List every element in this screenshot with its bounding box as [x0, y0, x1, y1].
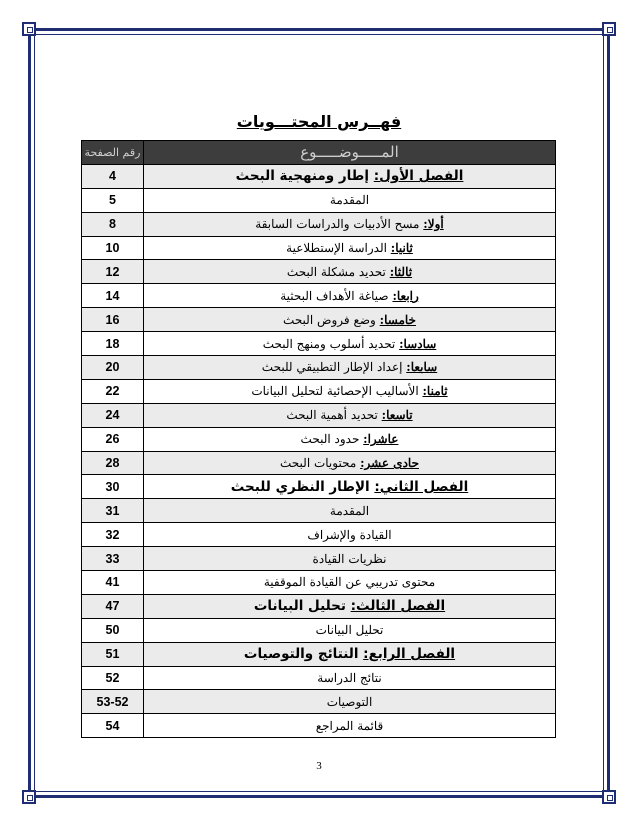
topic-text: قائمة المراجع	[315, 718, 384, 733]
page-title: فهــرس المحتـــويات	[236, 112, 402, 131]
table-row	[82, 332, 556, 356]
topic-cell	[144, 356, 556, 380]
topic-text: وضع فروض البحث	[283, 312, 380, 327]
section-prefix: الفصل الأول:	[373, 168, 464, 185]
page-cell: 32	[82, 523, 144, 547]
section-prefix: تاسعا:	[381, 408, 413, 423]
section-prefix: خامسا:	[379, 312, 416, 327]
topic-cell	[144, 571, 556, 595]
topic-text: نظريات القيادة	[312, 551, 387, 566]
table-row	[82, 618, 556, 642]
section-prefix: سابعا:	[406, 360, 438, 375]
topic-text: نتائج الدراسة	[317, 671, 382, 686]
page-cell: 26	[82, 427, 144, 451]
page-cell: 18	[82, 332, 144, 356]
topic-cell	[144, 212, 556, 236]
topic-text: النتائج والتوصيات	[243, 646, 364, 663]
page-cell: 24	[82, 403, 144, 427]
topic-cell	[144, 547, 556, 571]
table-row	[82, 260, 556, 284]
topic-cell	[144, 260, 556, 284]
topic-text: تحديد أسلوب ومنهج البحث	[262, 336, 400, 351]
section-prefix: الفصل الرابع:	[363, 646, 456, 663]
topic-text: محتوى تدريبي عن القيادة الموقفية	[263, 575, 436, 590]
topic-cell	[144, 618, 556, 642]
topic-text: حدود البحث	[300, 432, 364, 447]
topic-text: التوصيات	[326, 694, 373, 709]
page-number: 3	[316, 760, 322, 772]
topic-cell	[144, 188, 556, 212]
section-prefix: الفصل الثاني:	[374, 478, 469, 495]
topic-text: القيادة والإشراف	[307, 527, 392, 542]
table-row	[82, 451, 556, 475]
topic-cell	[144, 666, 556, 690]
topic-cell	[144, 690, 556, 714]
table-row	[82, 356, 556, 380]
table-row	[82, 379, 556, 403]
topic-text: الإطار النظري للبحث	[230, 478, 375, 495]
section-prefix: الفصل الثالث:	[350, 598, 446, 615]
topic-text: إعداد الإطار التطبيقي للبحث	[261, 360, 407, 375]
topic-text: مسح الأدبيات والدراسات السابقة	[255, 217, 424, 232]
section-prefix: ثامنا:	[422, 384, 448, 399]
topic-cell	[144, 308, 556, 332]
topic-cell	[144, 427, 556, 451]
topic-text: تحليل البيانات	[315, 623, 384, 638]
topic-cell	[144, 642, 556, 666]
topic-text: صياغة الأهداف البحثية	[280, 288, 393, 303]
topic-text: المقدمة	[329, 193, 370, 208]
table-row	[82, 523, 556, 547]
topic-cell	[144, 594, 556, 618]
table-header	[82, 141, 556, 165]
page-cell: 28	[82, 451, 144, 475]
table-row	[82, 427, 556, 451]
topic-column-header: المـــــوضـــــوع	[144, 141, 556, 165]
page-cell: 54	[82, 714, 144, 738]
topic-text: تحديد أهمية البحث	[286, 408, 382, 423]
chapter-row	[82, 594, 556, 618]
topic-cell	[144, 236, 556, 260]
table-row	[82, 666, 556, 690]
table-row	[82, 690, 556, 714]
topic-cell	[144, 379, 556, 403]
corner-ornament-icon	[602, 790, 616, 804]
page-cell: 50	[82, 618, 144, 642]
page-cell: 51	[82, 642, 144, 666]
page-cell: 53-52	[82, 690, 144, 714]
page-cell: 33	[82, 547, 144, 571]
section-prefix: سادسا:	[399, 336, 437, 351]
page-cell: 14	[82, 284, 144, 308]
page-cell: 41	[82, 571, 144, 595]
corner-ornament-icon	[22, 790, 36, 804]
page-cell: 16	[82, 308, 144, 332]
table-row	[82, 547, 556, 571]
topic-text: إطار ومنهجية البحث	[235, 168, 374, 185]
page-column-header: رقم الصفحة	[82, 141, 144, 165]
table-row	[82, 714, 556, 738]
corner-ornament-icon	[22, 22, 36, 36]
topic-cell	[144, 475, 556, 499]
page-cell: 20	[82, 356, 144, 380]
topic-text: تحليل البيانات	[253, 598, 351, 615]
section-prefix: ثانيا:	[390, 241, 413, 255]
page-cell: 4	[82, 164, 144, 188]
contents-table	[81, 140, 556, 738]
page-cell: 52	[82, 666, 144, 690]
topic-cell	[144, 284, 556, 308]
table-row	[82, 188, 556, 212]
topic-text: محتويات البحث	[280, 456, 361, 471]
topic-cell	[144, 523, 556, 547]
table-row	[82, 284, 556, 308]
page-cell: 47	[82, 594, 144, 618]
table-row	[82, 236, 556, 260]
topic-cell	[144, 403, 556, 427]
section-prefix: عاشرا:	[363, 432, 399, 447]
page-cell: 10	[82, 236, 144, 260]
topic-text: الدراسة الإستطلاعية	[286, 241, 391, 255]
topic-text: المقدمة	[329, 503, 370, 518]
section-prefix: حادى عشر:	[360, 456, 419, 471]
topic-text: تحديد مشكلة البحث	[286, 264, 390, 279]
table-body	[82, 164, 556, 737]
topic-text: الأساليب الإحصائية لتحليل البيانات	[251, 384, 423, 399]
chapter-row	[82, 164, 556, 188]
table-row	[82, 308, 556, 332]
chapter-row	[82, 642, 556, 666]
table-row	[82, 212, 556, 236]
section-prefix: أولا:	[423, 217, 444, 232]
page-cell: 31	[82, 499, 144, 523]
page-cell: 12	[82, 260, 144, 284]
table-row	[82, 403, 556, 427]
page-cell: 8	[82, 212, 144, 236]
topic-cell	[144, 332, 556, 356]
topic-cell	[144, 451, 556, 475]
page-cell: 22	[82, 379, 144, 403]
section-prefix: رابعا:	[392, 288, 419, 303]
chapter-row	[82, 475, 556, 499]
topic-cell	[144, 164, 556, 188]
corner-ornament-icon	[602, 22, 616, 36]
topic-cell	[144, 714, 556, 738]
topic-cell	[144, 499, 556, 523]
page-cell: 30	[82, 475, 144, 499]
table-row	[82, 571, 556, 595]
section-prefix: ثالثا:	[389, 264, 413, 279]
page-cell: 5	[82, 188, 144, 212]
table-row	[82, 499, 556, 523]
